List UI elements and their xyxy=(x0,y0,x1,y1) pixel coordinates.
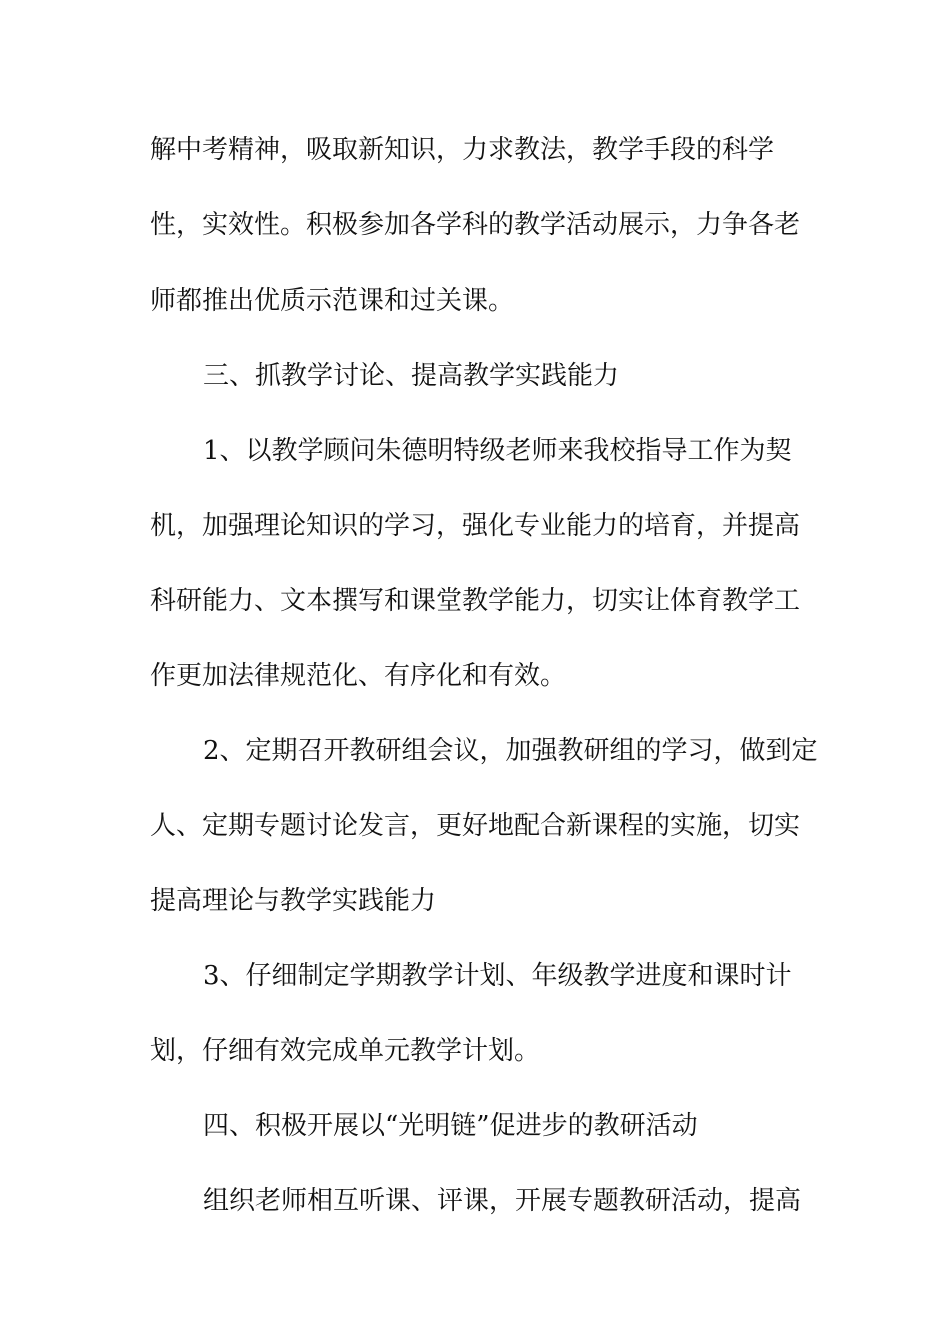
text-line: 科研能力、文本撰写和课堂教学能力，切实让体育教学工 xyxy=(150,586,801,616)
text-line: 1、以教学顾问朱德明特级老师来我校指导工作为契 xyxy=(203,436,792,466)
section-heading: 四、积极开展以“光明链”促进步的教研活动 xyxy=(203,1111,698,1141)
text-line: 解中考精神，吸取新知识，力求教法，教学手段的科学 xyxy=(150,135,775,165)
text-line: 3、仔细制定学期教学计划、年级教学进度和课时计 xyxy=(203,961,792,991)
text-line: 人、定期专题讨论发言，更好地配合新课程的实施，切实 xyxy=(150,811,801,841)
text-line: 机，加强理论知识的学习，强化专业能力的培育，并提高 xyxy=(150,511,801,541)
text-line: 作更加法律规范化、有序化和有效。 xyxy=(150,661,567,691)
text-line: 提高理论与教学实践能力 xyxy=(150,886,437,916)
section-heading: 三、抓教学讨论、提高教学实践能力 xyxy=(203,361,620,391)
text-line: 组织老师相互听课、评课，开展专题教研活动，提高 xyxy=(203,1186,802,1216)
text-line: 2、定期召开教研组会议，加强教研组的学习，做到定 xyxy=(203,736,818,766)
text-line: 划，仔细有效完成单元教学计划。 xyxy=(150,1036,541,1066)
text-line: 性，实效性。积极参加各学科的教学活动展示，力争各老 xyxy=(150,210,801,240)
text-line: 师都推出优质示范课和过关课。 xyxy=(150,286,515,316)
